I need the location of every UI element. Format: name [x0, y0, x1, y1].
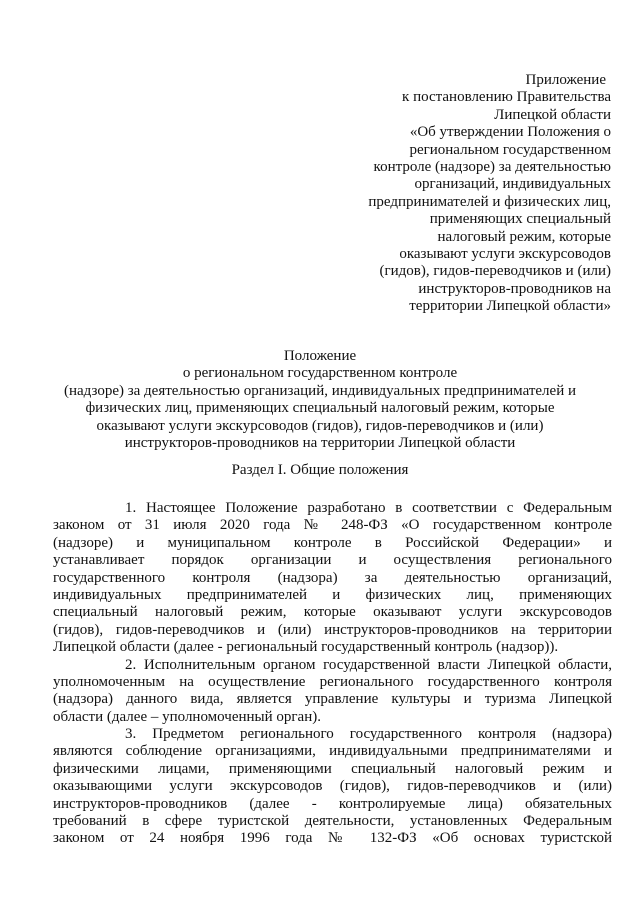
paragraph-line: (надзоре) и муниципальном контроле в Российской Федерации» и	[53, 534, 612, 551]
appendix-line: региональном государственном	[409, 141, 611, 158]
title-line: о региональном государственном контроле	[182, 365, 458, 382]
appendix-line: организаций, индивидуальных	[414, 176, 611, 193]
paragraph-line: 3. Предметом регионального государственного контроля (надзора)	[125, 726, 612, 743]
paragraph-line: оказывающими услуги экскурсоводов (гидов), гидов-переводчиков и (или)	[53, 778, 612, 795]
paragraph-line: государственного контроля (надзора) за деятельностью организаций,	[53, 569, 612, 586]
paragraph-line: Липецкой области (далее - региональный государственный контроль (надзор)).	[53, 639, 559, 656]
title-line: инструкторов-проводников на территории Липецкой области	[124, 435, 516, 452]
appendix-line: налоговый режим, которые	[437, 228, 611, 245]
paragraph-line: устанавливает порядок организации и осуществления регионального	[53, 552, 612, 569]
appendix-line: Приложение	[525, 72, 606, 88]
appendix-line: к постановлению Правительства	[402, 89, 611, 106]
title-line: Положение	[283, 348, 357, 364]
paragraph-line: 2. Исполнительным органом государственной власти Липецкой области,	[125, 656, 612, 673]
appendix-line: инструкторов-проводников на	[418, 280, 611, 297]
title-line: оказывают услуги экскурсоводов (гидов), гидов-переводчиков и (или)	[96, 417, 544, 434]
appendix-header	[351, 72, 611, 316]
appendix-line: контроле (надзоре) за деятельностью	[373, 159, 611, 176]
paragraph-line: законом от 31 июля 2020 года № 248-ФЗ «О государственном контроле	[53, 517, 612, 534]
appendix-line: Липецкой области	[494, 106, 611, 123]
paragraph-line: области (далее – уполномоченный орган).	[53, 708, 321, 725]
appendix-line: оказывают услуги экскурсоводов	[399, 246, 611, 263]
appendix-line: (гидов), гидов-переводчиков и (или)	[379, 263, 611, 280]
paragraph-line: физическими лицами, применяющими специальный налоговый режим и	[53, 760, 612, 777]
title-line: физических лиц, применяющих специальный налоговый режим, которые	[85, 400, 555, 417]
paragraph-line: законом от 24 ноября 1996 года № 132-ФЗ «Об основах туристской	[53, 830, 612, 847]
paragraph-line: (гидов), гидов-переводчиков и (или) инструкторов-проводников на территории	[53, 621, 612, 638]
appendix-line: «Об утверждении Положения о	[409, 124, 611, 141]
paragraph-line: специальный налоговый режим, которые оказывают услуги экскурсоводов	[53, 604, 612, 621]
paragraph-line: индивидуальных предпринимателей и физических лиц, применяющих	[53, 586, 612, 603]
appendix-line: применяющих специальный	[429, 211, 611, 228]
paragraph-line: уполномоченным на осуществление регионального государственного контроля	[53, 673, 612, 690]
paragraph-line: 1. Настоящее Положение разработано в соответствии с Федеральным	[125, 500, 612, 516]
appendix-line: территории Липецкой области»	[409, 298, 611, 315]
document-body	[53, 500, 612, 848]
paragraph-line: требований в сфере туристской деятельности, установленных Федеральным	[53, 813, 612, 830]
appendix-line: предпринимателей и физических лиц,	[368, 193, 611, 210]
title-line: (надзоре) за деятельностью организаций, индивидуальных предпринимателей и	[63, 382, 576, 399]
paragraph-line: инструкторов-проводников (далее - контролируемые лица) обязательных	[53, 795, 612, 812]
paragraph-line: являются соблюдение организациями, индивидуальными предпринимателями и	[53, 743, 612, 760]
section-heading: Раздел I. Общие положения	[231, 462, 409, 478]
paragraph-line: (надзора) данного вида, является управление культуры и туризма Липецкой	[53, 691, 612, 708]
document-title	[60, 348, 580, 452]
